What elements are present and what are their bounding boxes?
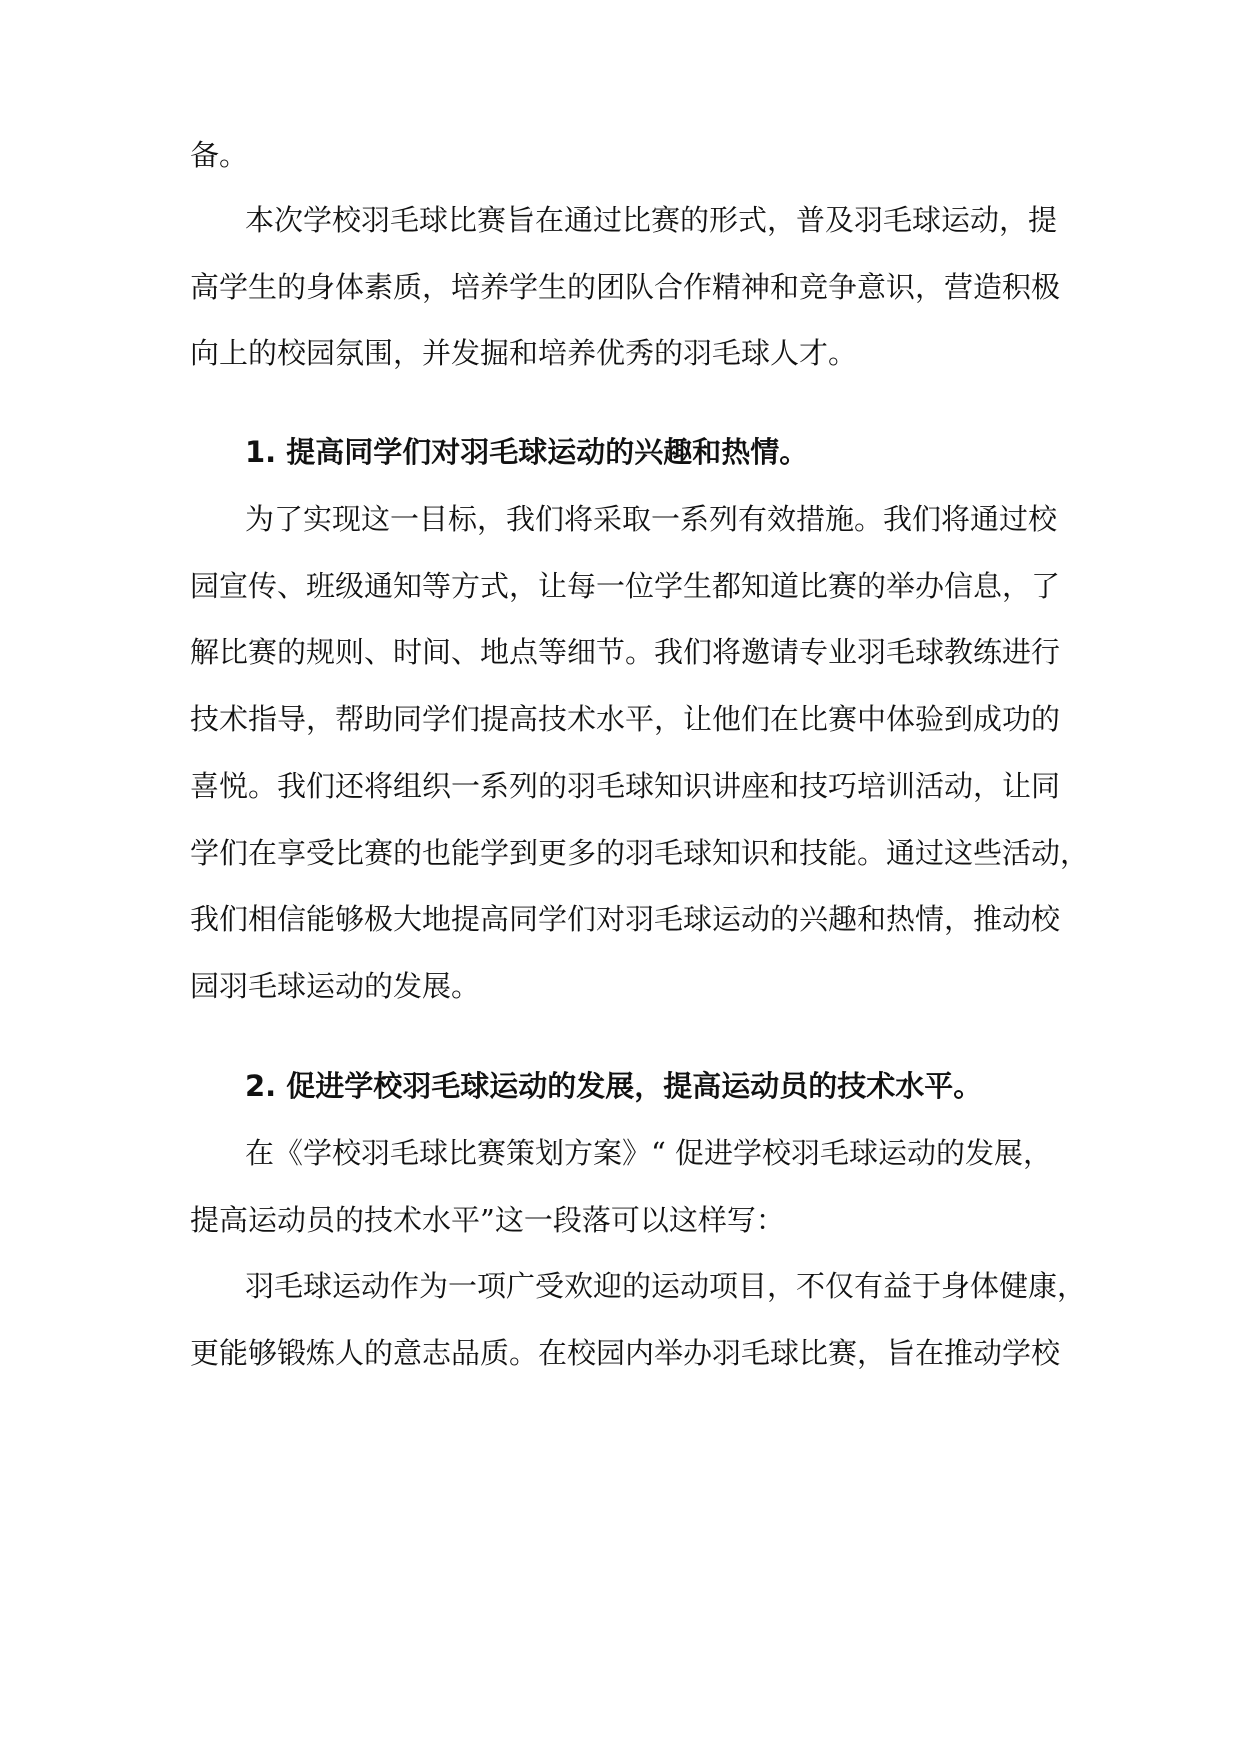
text-line: 园宣传、班级通知等方式，让每一位学生都知道比赛的举办信息，了	[190, 569, 1061, 603]
text-line: 园羽毛球运动的发展。	[190, 969, 481, 1003]
text-line: 向上的校园氛围，并发掘和培养优秀的羽毛球人才。	[190, 336, 858, 370]
section-heading-1: 1. 提高同学们对羽毛球运动的兴趣和热情。	[245, 435, 809, 469]
text-line: 解比赛的规则、时间、地点等细节。我们将邀请专业羽毛球教练进行	[190, 635, 1061, 669]
text-line: 更能够锻炼人的意志品质。在校园内举办羽毛球比赛，旨在推动学校	[190, 1336, 1061, 1370]
text-line: 高学生的身体素质，培养学生的团队合作精神和竞争意识，营造积极	[190, 270, 1061, 304]
text-line: 我们相信能够极大地提高同学们对羽毛球运动的兴趣和热情，推动校	[190, 902, 1061, 936]
text-line: 羽毛球运动作为一项广受欢迎的运动项目，不仅有益于身体健康，	[245, 1269, 1087, 1303]
text-line: 备。	[190, 138, 249, 172]
text-line: 技术指导，帮助同学们提高技术水平，让他们在比赛中体验到成功的	[190, 702, 1061, 736]
text-line: 喜悦。我们还将组织一系列的羽毛球知识讲座和技巧培训活动，让同	[190, 769, 1061, 803]
text-line: 学们在享受比赛的也能学到更多的羽毛球知识和技能。通过这些活动，	[190, 836, 1090, 870]
text-line: 为了实现这一目标，我们将采取一系列有效措施。我们将通过校	[245, 502, 1058, 536]
text-line: 在《学校羽毛球比赛策划方案》“ 促进学校羽毛球运动的发展，	[245, 1136, 1053, 1170]
section-heading-2: 2. 促进学校羽毛球运动的发展，提高运动员的技术水平。	[245, 1069, 983, 1103]
text-line: 提高运动员的技术水平”这一段落可以这样写：	[190, 1203, 785, 1237]
text-line: 本次学校羽毛球比赛旨在通过比赛的形式，普及羽毛球运动，提	[245, 203, 1058, 237]
